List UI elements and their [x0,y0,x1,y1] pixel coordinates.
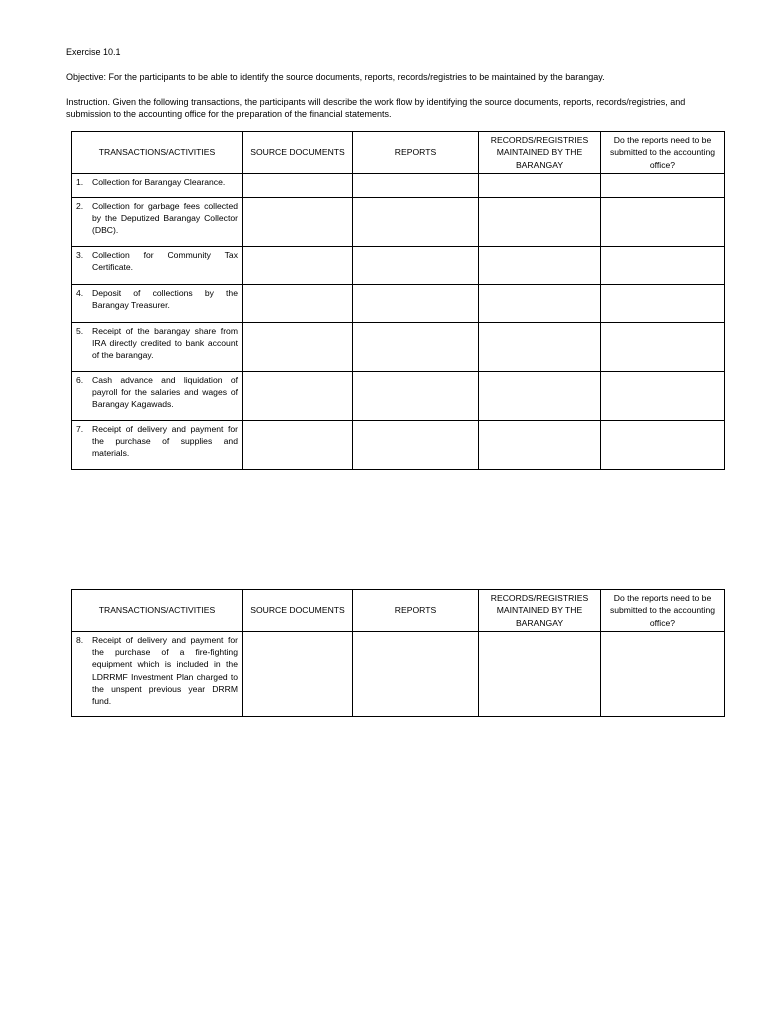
transaction-number: 3. [76,249,84,260]
source-documents-cell[interactable] [243,284,353,322]
transaction-cell [72,322,243,371]
submit-to-accounting-cell[interactable] [601,246,725,284]
header-row [72,132,725,174]
transaction-number: 7. [76,423,84,434]
reports-cell[interactable] [353,371,479,420]
reports-cell[interactable] [353,631,479,716]
submit-to-accounting-cell[interactable] [601,173,725,197]
transaction-text: Collection for Community Tax Certificate. [92,249,238,273]
reports-cell[interactable] [353,322,479,371]
submit-to-accounting-cell[interactable] [601,631,725,716]
transaction-text: Collection for garbage fees collected by the Deputized Barangay Collector (DBC). [92,200,238,236]
objective-text: Objective: For the participants to be able to identify the source documents, reports, records/registries to be maintained by the barangay. [66,72,605,82]
header-transactions: TRANSACTIONS/ACTIVITIES [72,590,243,632]
reports-cell[interactable] [353,420,479,469]
source-documents-cell[interactable] [243,631,353,716]
records-registries-cell[interactable] [479,420,601,469]
source-documents-cell[interactable] [243,322,353,371]
transaction-text: Receipt of delivery and payment for the purchase of supplies and materials. [92,423,238,459]
transaction-text: Collection for Barangay Clearance. [92,176,226,187]
header-submit-to-accounting: Do the reports need to be submitted to the accounting office? [601,132,725,174]
header-source-documents: SOURCE DOCUMENTS [243,132,353,174]
transaction-text: Cash advance and liquidation of payroll for the salaries and wages of Barangay Kagawads. [92,374,238,410]
transaction-cell [72,420,243,469]
source-documents-cell[interactable] [243,246,353,284]
records-registries-cell[interactable] [479,631,601,716]
records-registries-cell[interactable] [479,197,601,246]
transactions-table-1 [71,131,725,470]
records-registries-cell[interactable] [479,371,601,420]
transaction-cell [72,371,243,420]
header-records-registries: RECORDS/REGISTRIES MAINTAINED BY THE BARANGAY [479,590,601,632]
table-row [72,322,725,371]
header-source-documents: SOURCE DOCUMENTS [243,590,353,632]
records-registries-cell[interactable] [479,284,601,322]
header-row [72,590,725,632]
source-documents-cell[interactable] [243,420,353,469]
transaction-cell [72,173,243,197]
transaction-number: 1. [76,176,84,187]
table-row [72,371,725,420]
submit-to-accounting-cell[interactable] [601,371,725,420]
header-records-registries: RECORDS/REGISTRIES MAINTAINED BY THE BARANGAY [479,132,601,174]
submit-to-accounting-cell[interactable] [601,420,725,469]
source-documents-cell[interactable] [243,173,353,197]
submit-to-accounting-cell[interactable] [601,284,725,322]
instruction-text: Instruction. Given the following transactions, the participants will describe the work flow by identifying the source documents, reports, records/registries, and submission to the accounting office for the preparation of the financial statements. [66,97,686,119]
reports-cell[interactable] [353,173,479,197]
source-documents-cell[interactable] [243,197,353,246]
transaction-cell [72,631,243,716]
header-reports: REPORTS [353,132,479,174]
transaction-number: 2. [76,200,84,211]
transaction-cell [72,284,243,322]
transaction-number: 4. [76,287,84,298]
transaction-cell [72,197,243,246]
transaction-text: Receipt of the barangay share from IRA directly credited to bank account of the barangay. [92,325,238,361]
transaction-number: 8. [76,634,84,645]
table-row [72,420,725,469]
header-transactions: TRANSACTIONS/ACTIVITIES [72,132,243,174]
header-reports: REPORTS [353,590,479,632]
table-row [72,631,725,716]
table-row [72,246,725,284]
transaction-text: Receipt of delivery and payment for the purchase of a fire-fighting equipment which is included in the LDRRMF Investment Plan charged to the unspent previous year DRRM fund. [92,634,238,707]
reports-cell[interactable] [353,197,479,246]
transaction-cell [72,246,243,284]
reports-cell[interactable] [353,246,479,284]
submit-to-accounting-cell[interactable] [601,322,725,371]
submit-to-accounting-cell[interactable] [601,197,725,246]
records-registries-cell[interactable] [479,173,601,197]
source-documents-cell[interactable] [243,371,353,420]
reports-cell[interactable] [353,284,479,322]
header-submit-to-accounting: Do the reports need to be submitted to the accounting office? [601,590,725,632]
table-row [72,284,725,322]
exercise-title: Exercise 10.1 [66,47,121,57]
table-row [72,197,725,246]
records-registries-cell[interactable] [479,322,601,371]
transactions-table-2 [71,589,725,717]
transaction-number: 6. [76,374,84,385]
transaction-text: Deposit of collections by the Barangay Treasurer. [92,287,238,311]
transaction-number: 5. [76,325,84,336]
records-registries-cell[interactable] [479,246,601,284]
table-row [72,173,725,197]
